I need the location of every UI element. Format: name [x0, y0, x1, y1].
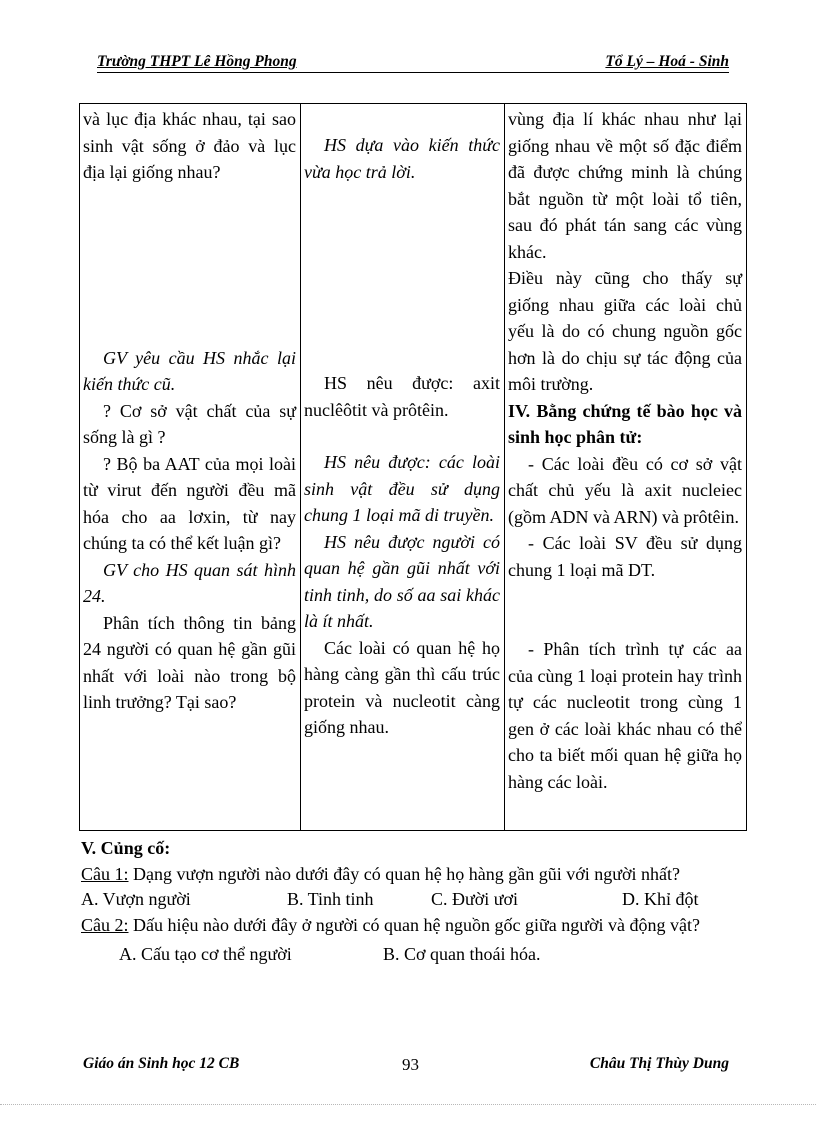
lesson-table [79, 103, 747, 831]
option-d: D. Khỉ đột [622, 889, 699, 909]
teacher-text: và lục địa khác nhau, tại sao sinh vật sống ở đảo và lục địa lại giống nhau? [83, 109, 296, 182]
teacher-text: Phân tích thông tin bảng 24 người có quan hệ gần gũi nhất với loài nào trong bộ linh trưởng? Tại sao? [83, 612, 296, 712]
content-text: vùng địa lí khác nhau như lại giống nhau về một số đặc điểm đã được chứng minh là chúng bắt nguồn từ một loài tổ tiên, sau đó phát tán sang các vùng khác. [508, 109, 742, 262]
teacher-text: ? Bộ ba AAT của mọi loài từ virut đến người đều mã hóa cho aa lơxin, từ nay chúng ta có thể kết luận gì? [83, 453, 296, 553]
option-c: C. Đười ươi [431, 889, 519, 909]
school-name: Trường THPT Lê Hồng Phong [97, 53, 297, 70]
content-text: - Các loài đều có cơ sở vật chất chủ yếu là axit nucleiec (gồm ADN và ARN) và prôtêin. [508, 453, 742, 527]
footer-author: Châu Thị Thùy Dung [589, 1055, 729, 1072]
page-header [97, 50, 729, 73]
department-name: Tổ Lý – Hoá - Sinh [605, 53, 729, 70]
teacher-text: GV yêu cầu HS nhắc lại kiến thức cũ. [83, 347, 296, 394]
question-2-text: Dấu hiệu nào dưới đây ở người có quan hệ nguồn gốc giữa người và động vật? [128, 915, 700, 935]
student-text: HS nêu được: các loài sinh vật đều sử dụng chung 1 loại mã di truyền. [304, 452, 500, 525]
content-text: Điều này cũng cho thấy sự giống nhau giữa các loài chủ yếu là do có chung nguồn gốc hơn là do chịu sự tác động của môi trường. [508, 268, 742, 394]
student-text: HS nêu được người có quan hệ gần gũi nhất với tinh tinh, do số aa sai khác là ít nhất. [304, 531, 500, 631]
question-1-options [81, 887, 751, 913]
footer-course: Giáo án Sinh học 12 CB [83, 1055, 240, 1072]
student-text: Các loài có quan hệ họ hàng càng gần thì cấu trúc protein và nucleotit càng giống nhau. [304, 637, 500, 737]
question-1-text: Dạng vượn người nào dưới đây có quan hệ họ hàng gần gũi với người nhất? [128, 863, 681, 884]
content-text: - Phân tích trình tự các aa của cùng 1 loại protein hay trình tự các nucleotit trong cùng 1 gen ở các loài khác nhau có thể cho ta biết mối quan hệ giữa họ hàng các loài. [508, 639, 742, 792]
content-column [505, 104, 747, 831]
option-a: A. Cấu tạo cơ thể người [119, 943, 292, 964]
question-2-options [81, 942, 751, 968]
page-number: 93 [402, 1055, 419, 1074]
student-text: HS dựa vào kiến thức vừa học trả lời. [304, 135, 500, 182]
teacher-text: GV cho HS quan sát hình 24. [83, 559, 296, 606]
student-text: HS nêu được: axit nuclêôtit và prôtêin. [304, 373, 500, 420]
option-b: B. Cơ quan thoái hóa. [383, 943, 541, 964]
question-2-label: Câu 2: [81, 915, 129, 935]
teacher-text: ? Cơ sở vật chất của sự sống là gì ? [83, 400, 296, 447]
review-title: V. Củng cố: [81, 838, 171, 858]
option-b: B. Tinh tinh [287, 889, 374, 909]
section-heading: IV. Bằng chứng tế bào học và sinh học phân tử: [508, 400, 742, 447]
question-1-label: Câu 1: [81, 863, 129, 884]
student-activity-column [301, 104, 505, 831]
question-2 [81, 913, 751, 939]
page-edge-divider [0, 1104, 816, 1105]
question-1 [81, 862, 751, 888]
review-section [81, 836, 751, 968]
option-a: A. Vượn người [81, 889, 191, 909]
page-footer [83, 1055, 729, 1075]
content-text: - Các loài SV đều sử dụng chung 1 loại mã DT. [508, 533, 742, 580]
teacher-activity-column [80, 104, 301, 831]
